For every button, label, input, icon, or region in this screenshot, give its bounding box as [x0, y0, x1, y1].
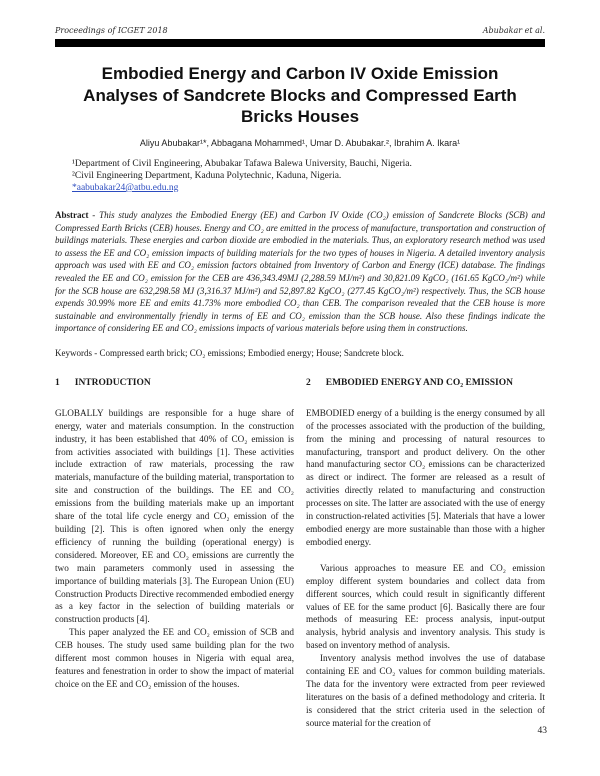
- section-2-heading: [306, 377, 545, 390]
- affiliations-block: [55, 158, 545, 194]
- section-1-heading: [55, 377, 294, 390]
- abstract-separator: -: [88, 210, 100, 220]
- affiliation-1: ¹Department of Civil Engineering, Abubakar Tafawa Balewa University, Bauchi, Nigeria.: [72, 159, 412, 169]
- section-2-title: EMBODIED ENERGY AND CO₂ EMISSION: [325, 377, 513, 388]
- section-2-paragraph: Inventory analysis method involves the use of database containing EE and CO₂ values for common building materials. The data for the inventory were extracted from peer reviewed literatures on the basis of a defined methodology and criteria. It is considered that the strict criteria used in the selection of source material for the creation of: [306, 653, 545, 728]
- email-line: [72, 182, 545, 194]
- column-left: [55, 377, 294, 730]
- header-rule: [55, 39, 545, 47]
- section-2-paragraph: EMBODIED energy of a building is the energy consumed by all of the processes associated with the production of the building, from the mining and processing of natural resources to manufacturing, transport and product delivery. On the other hand manufacturing sector CO₂ emissions can be characterized as direct or indirect. The former are released as a result of activities directly related to manufacturing and construction processes on site. The latter are associated with the use of energy in construction-related activities [5]. Materials that have a lower embodied energy are more sustainable than those with a higher embodied energy.: [306, 407, 545, 547]
- section-1-paragraph: GLOBALLY buildings are responsible for a huge share of energy, water and materials consumption. In the construction industry, it has been established that 40% of CO₂ emission is from activities associated with buildings [1]. These activities include extraction of raw materials, processing the raw materials, manufacture of the building material, transportation to site and construction of the buildings. The EE and CO₂ emissions from the building materials make up an important share of the total life cycle energy and CO₂ emission of the building [2]. This is often ignored when only the energy efficiency of running the building (operational energy) is considered. Moreover, EE and CO₂ emissions are currently the two main parameters commonly used in assessing the importance of building materials [3]. The European Union (EU) Construction Products Directive recommended embodied energy as a key factor in the selection of building materials or construction products [4].: [55, 407, 294, 625]
- section-2-number: 2: [306, 377, 311, 388]
- page-number: 43: [537, 726, 547, 736]
- authors-line: Aliyu Abubakar¹*, Abbagana Mohammed¹, Umar D. Abubakar.², Ibrahim A. Ikara¹: [139, 138, 461, 148]
- section-1-number: 1: [55, 377, 60, 388]
- running-head-right: Abubakar et al.: [482, 26, 545, 35]
- abstract-text: This study analyzes the Embodied Energy (EE) and Carbon IV Oxide (CO₂) emission of Sandcrete Blocks (SCB) and Compressed Earth Bricks (CEB) houses. Energy and CO₂ are emitted in the process of manufacture, transportation and construction of buildings materials. These energies and carbon dioxide are embodied in the materials. Thus, an exploratory research method was used to assess the EE and CO₂ emission impacts of building materials for the two types of houses in Nigeria. A detailed inventory analysis approach was used with EE and CO₂ emission factors obtained from Inventory of Carbon and Energy (ICE) database. The findings revealed the EE and CO₂ emission for the CEB are 436,343.49MJ (2,288.59 MJ/m²) and 30,821.09 KgCO₂ (161.65 KgCO₂/m²) while for the SCB house are 632,298.58 MJ (3,316.37 MJ/m²) and 52,897.82 KgCO₂ (277.45 KgCO₂/m²) respectively. Thus, the SCB house expends 30.99% more EE and emits 41.73% more embodied CO₂ than CEB. The comparison revealed that the CEB house is more sustainable and environmentally friendly in terms of EE and CO₂ emission than the SCB house. Also these findings indicate the importance of considering EE and CO₂ emissions impacts of various materials before using them in constructions.: [55, 210, 545, 334]
- abstract: [55, 209, 545, 335]
- column-right: [306, 377, 545, 730]
- section-1-paragraph: This paper analyzed the EE and CO₂ emission of SCB and CEB houses. The study used same building plan for the two different most common houses in Nigeria with equal area, features and fenestration in order to show the impact of material choice on the EE and CO₂ emission of the houses.: [55, 627, 294, 689]
- running-head-left: Proceedings of ICGET 2018: [55, 26, 168, 35]
- two-column-body: [55, 377, 545, 730]
- section-2-paragraph: Various approaches to measure EE and CO₂ emission employ different system boundaries and collect data from different sources, which could result in significantly different values of EE for the same product [6]. Basically there are four methods of measuring EE: process analysis, input-output analysis, hybrid analysis and inventory analysis. This study is based on inventory method of analysis.: [306, 562, 545, 651]
- paper-title-line2: Analyses of Sandcrete Blocks and Compressed Earth Bricks Houses: [83, 86, 517, 126]
- keywords-line: Keywords - Compressed earth brick; CO₂ emissions; Embodied energy; House; Sandcrete block.: [55, 347, 404, 358]
- paper-title: [55, 63, 545, 127]
- affiliation-2: ²Civil Engineering Department, Kaduna Polytechnic, Kaduna, Nigeria.: [72, 171, 342, 181]
- running-head: [55, 0, 545, 35]
- paper-title-line1: Embodied Energy and Carbon IV Oxide Emission: [101, 64, 499, 83]
- abstract-label: Abstract: [55, 210, 89, 220]
- corresponding-email-link[interactable]: *aabubakar24@atbu.edu.ng: [72, 183, 179, 193]
- section-1-title: INTRODUCTION: [74, 377, 151, 388]
